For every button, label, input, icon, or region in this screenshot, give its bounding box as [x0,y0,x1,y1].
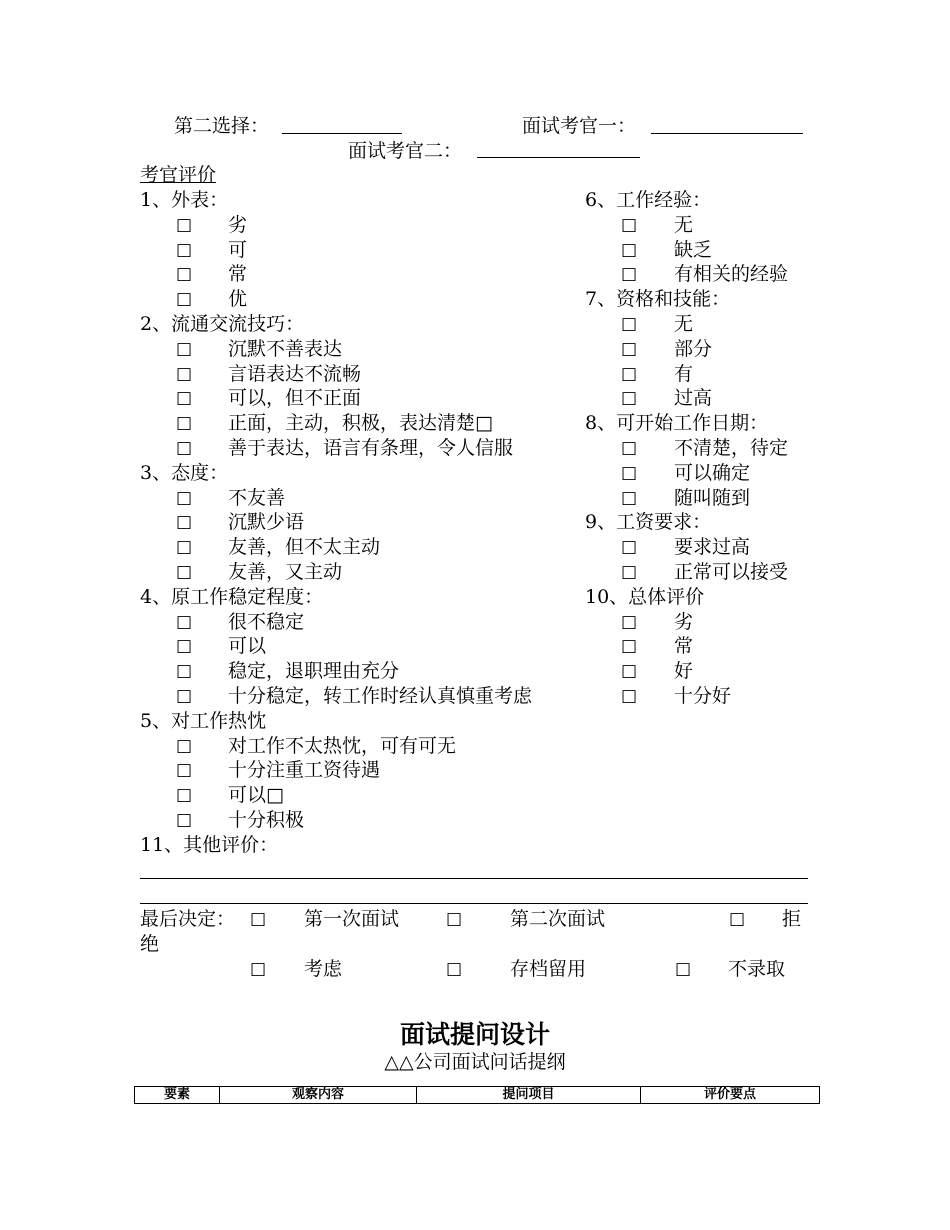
table-header-observation: 观察内容 [220,1087,417,1104]
option-checkbox[interactable]: □ [621,338,638,359]
option-checkbox[interactable]: □ [176,438,193,458]
option-label: 无 [674,213,694,236]
option-label: 很不稳定 [228,610,305,633]
option-checkbox[interactable]: □ [621,388,638,409]
question-title: 5、对工作热忱 [140,709,267,732]
option-label: 友善，又主动 [228,561,343,583]
option-checkbox[interactable]: □ [176,611,193,632]
interviewer-two-field[interactable] [477,157,640,158]
interviewer-one-label: 面试考官一： [522,115,637,137]
option-label: 十分好 [674,685,732,707]
reject-option-part2: 绝 [140,933,160,955]
option-checkbox[interactable]: □ [621,438,638,458]
consider-option: 考虑 [304,958,343,980]
option-checkbox[interactable]: □ [176,735,193,756]
option-label: 十分稳定，转工作时经认真慎重考虑 [228,685,533,707]
option-checkbox[interactable]: □ [621,314,638,334]
table-header-questions: 提问项目 [417,1087,641,1104]
option-checkbox[interactable]: □ [621,537,638,558]
option-label: 常 [228,263,248,286]
first-interview-option: 第一次面试 [304,908,400,930]
option-label: 常 [674,635,694,658]
option-label: 好 [674,660,694,683]
option-label: 随叫随到 [674,486,751,509]
option-checkbox[interactable]: □ [621,264,638,285]
question-title: 10、总体评价 [585,585,705,608]
section-title: 考官评价 [140,164,217,186]
interview-outline-table [134,1086,820,1104]
interviewer-one-field[interactable] [651,133,803,134]
option-checkbox[interactable]: □ [621,611,638,632]
option-checkbox[interactable]: □ [621,562,638,582]
table-header-row [135,1087,820,1104]
option-checkbox[interactable]: □ [176,686,193,706]
option-label: 部分 [674,337,713,360]
option-label: 要求过高 [674,536,751,559]
option-label: 优 [228,288,248,311]
option-checkbox[interactable]: □ [176,760,193,781]
option-checkbox[interactable]: □ [176,239,193,260]
option-label: 可 [228,238,248,261]
option-label: 善于表达，语言有条理，令人信服 [228,437,514,459]
option-checkbox[interactable]: □ [621,239,638,260]
option-label: 不清楚，待定 [674,437,789,459]
second-interview-option: 第二次面试 [510,908,606,930]
archive-option: 存档留用 [510,958,587,980]
option-checkbox[interactable]: □ [176,661,193,682]
option-label: 言语表达不流畅 [228,362,362,385]
other-evaluation-label: 11、其他评价： [140,834,279,856]
second-choice-field[interactable] [282,133,402,134]
option-label: 有 [674,362,694,385]
option-label: 可以，但不正面 [228,387,362,410]
option-checkbox[interactable]: □ [176,810,193,830]
option-checkbox[interactable]: □ [176,214,193,235]
interviewer-two-label: 面试考官二： [348,140,463,162]
option-label: 可以确定 [674,461,751,484]
option-label: 正面，主动，积极，表达清楚□ [228,412,493,435]
option-label: 无 [674,313,694,335]
question-title: 4、原工作稳定程度： [140,585,324,608]
option-checkbox[interactable]: □ [176,487,193,508]
option-label: 有相关的经验 [674,263,789,286]
other-evaluation-line-2[interactable] [140,903,808,904]
checkbox-first-interview[interactable]: □ [250,909,267,929]
option-label: 缺乏 [674,238,713,261]
option-checkbox[interactable]: □ [621,487,638,508]
checkbox-consider[interactable]: □ [250,959,267,979]
option-checkbox[interactable]: □ [176,636,193,657]
checkbox-second-interview[interactable]: □ [446,909,463,929]
checkbox-archive[interactable]: □ [446,959,463,979]
option-checkbox[interactable]: □ [176,289,193,310]
question-title: 7、资格和技能： [585,288,731,311]
option-label: 可以 [228,635,267,658]
option-label: 劣 [674,610,694,633]
final-decision-label: 最后决定： [140,908,236,930]
question-title: 6、工作经验： [585,189,712,211]
option-label: 十分注重工资待遇 [228,759,381,782]
option-label: 沉默少语 [228,511,305,534]
option-label: 十分积极 [228,809,305,831]
option-checkbox[interactable]: □ [176,512,193,533]
option-label: 友善，但不太主动 [228,536,381,559]
option-checkbox[interactable]: □ [176,413,193,434]
checkbox-not-hire[interactable]: □ [675,959,692,979]
question-title: 2、流通交流技巧： [140,313,305,335]
option-checkbox[interactable]: □ [176,562,193,582]
option-checkbox[interactable]: □ [176,363,193,384]
option-label: 对工作不太热忱，可有可无 [228,734,457,757]
option-checkbox[interactable]: □ [621,462,638,483]
question-title: 1、外表： [140,189,229,211]
option-checkbox[interactable]: □ [176,537,193,558]
option-label: 稳定，退职理由充分 [228,660,400,683]
question-title: 8、可开始工作日期： [585,412,769,435]
option-checkbox[interactable]: □ [176,388,193,409]
option-checkbox[interactable]: □ [176,785,193,806]
other-evaluation-line-1[interactable] [140,878,808,879]
option-label: 不友善 [228,486,286,509]
option-label: 沉默不善表达 [228,337,343,360]
checkbox-reject[interactable]: □ [729,909,746,929]
table-header-evaluation-points: 评价要点 [641,1087,820,1104]
question-title: 9、工资要求： [585,511,712,534]
second-choice-label: 第二选择： [174,115,270,137]
option-checkbox[interactable]: □ [176,264,193,285]
option-label: 正常可以接受 [674,561,789,583]
not-hire-option: 不录取 [728,958,786,980]
option-label: 劣 [228,213,248,236]
option-checkbox[interactable]: □ [621,686,638,706]
option-checkbox[interactable]: □ [621,363,638,384]
option-label: 可以□ [228,784,284,807]
design-title: 面试提问设计 [399,1020,550,1049]
question-title: 3、态度： [140,461,229,484]
option-checkbox[interactable]: □ [621,636,638,657]
option-label: 过高 [674,387,713,410]
option-checkbox[interactable]: □ [621,661,638,682]
reject-option-part1: 拒 [782,908,802,930]
table-header-element: 要素 [135,1087,220,1104]
design-subtitle: △△公司面试问话提纲 [384,1051,566,1073]
option-checkbox[interactable]: □ [621,214,638,235]
option-checkbox[interactable]: □ [176,338,193,359]
